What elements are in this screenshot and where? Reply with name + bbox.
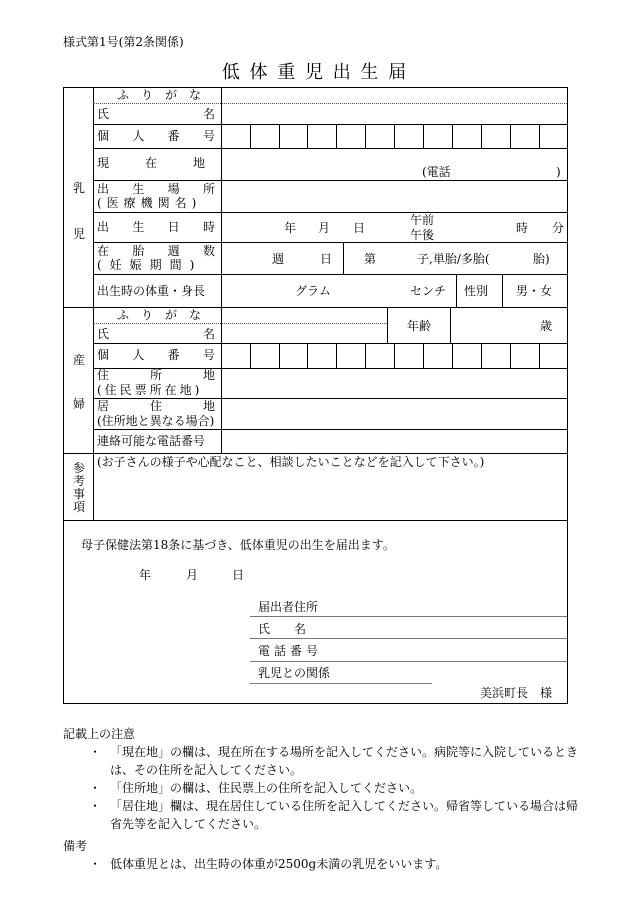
sex-label: 性別 (464, 284, 489, 298)
mother-section-label: 産 婦 (72, 353, 85, 411)
remarks-heading: 備考 (63, 839, 88, 853)
infant-number-label: 個 人 番 号 (97, 129, 215, 143)
infant-address-label: 現在地 (97, 156, 242, 170)
bullet: ・ (89, 857, 102, 871)
declaration-year: 年 (139, 568, 152, 582)
notes-hint: (お子さんの様子や心配なこと、相談したいことなどを記入して下さい。) (97, 455, 485, 469)
infant-phone-label: (電話 (422, 165, 451, 179)
mother-number-label: 個 人 番 号 (97, 348, 215, 362)
contact-phone-label: 連絡可能な電話番号 (97, 434, 206, 448)
addressee: 美浜町長 様 (480, 686, 553, 700)
am-label: 午前 (410, 213, 435, 227)
sex-options: 男・女 (516, 284, 553, 298)
bullet: ・ (89, 799, 102, 813)
birth-day-unit: 日 (353, 221, 366, 235)
infant-name-label: 氏 名 (97, 107, 215, 121)
birthplace-label: 出 生 場 所 (97, 182, 215, 196)
gestation-label: 在 胎 週 数 (97, 244, 215, 258)
mother-name-label: 氏 名 (97, 327, 215, 341)
pm-label: 午後 (410, 228, 435, 242)
order-text: 子,単胎/多胎( (417, 252, 490, 266)
mother-furigana-label: ふりがな (117, 308, 214, 322)
instruction-item: 省先等を記入してください。 (110, 817, 267, 831)
birth-year-unit: 年 (284, 221, 297, 235)
relationship-label: 乳児との関係 (258, 666, 331, 680)
weight-height-label: 出生時の体重・身長 (97, 284, 206, 298)
minute-unit: 分 (552, 221, 565, 235)
notifier-phone-label: 電話番号 (258, 644, 323, 658)
remark-item: 低体重児とは、出生時の体重が2500g未満の乳児をいいます。 (110, 857, 448, 871)
declaration-statement: 母子保健法第18条に基づき、低体重児の出生を届出ます。 (81, 538, 395, 552)
infant-phone-close: ) (556, 165, 561, 179)
order-suffix: 胎) (533, 252, 550, 266)
weeks-unit: 週 (272, 252, 285, 266)
mother-address-sub: (住民票所在地) (97, 383, 203, 397)
hour-unit: 時 (516, 221, 529, 235)
form-number: 様式第1号(第2条関係) (63, 35, 184, 49)
instruction-item: は、その住所を記入してください。 (110, 763, 303, 777)
age-unit: 歳 (540, 319, 553, 333)
order-prefix: 第 (364, 252, 377, 266)
birth-month-unit: 月 (318, 221, 331, 235)
gestation-sub-label: (妊娠期間) (97, 258, 203, 272)
notes-section-label: 参 考 事 項 (72, 461, 85, 514)
mother-residence-label: 居 住 地 (97, 399, 215, 413)
instruction-item: 「現在地」の欄は、現在所在する場所を記入してください。病院等に入院しているとき (110, 745, 579, 759)
bullet: ・ (89, 745, 102, 759)
instructions-heading: 記載上の注意 (63, 727, 136, 741)
bullet: ・ (89, 781, 102, 795)
notifier-address-label: 届出者住所 (258, 600, 319, 614)
mother-address-label: 住 所 地 (97, 368, 215, 382)
instruction-item: 「住所地」の欄は、住民票上の住所を記入してください。 (110, 781, 423, 795)
declaration-month: 月 (186, 568, 199, 582)
age-label: 年齢 (407, 319, 432, 333)
page-title: 低 体 重 児 出 生 届 (221, 62, 409, 83)
mother-residence-sub: (住所地と異なる場合) (97, 414, 215, 428)
cm-unit: センチ (410, 284, 447, 298)
notifier-name-label: 氏 名 (258, 622, 307, 636)
birthplace-sub-label: (医療機関名) (97, 196, 202, 210)
infant-furigana-label: ふりがな (117, 88, 214, 102)
declaration-day: 日 (232, 568, 245, 582)
days-unit: 日 (320, 252, 333, 266)
instruction-item: 「居住地」欄は、現在居住している住所を記入してください。帰省等している場合は帰 (110, 799, 579, 813)
infant-section-label: 乳 児 (72, 181, 85, 241)
birth-datetime-label: 出 生 日 時 (97, 220, 215, 234)
grams-unit: グラム (295, 284, 331, 298)
